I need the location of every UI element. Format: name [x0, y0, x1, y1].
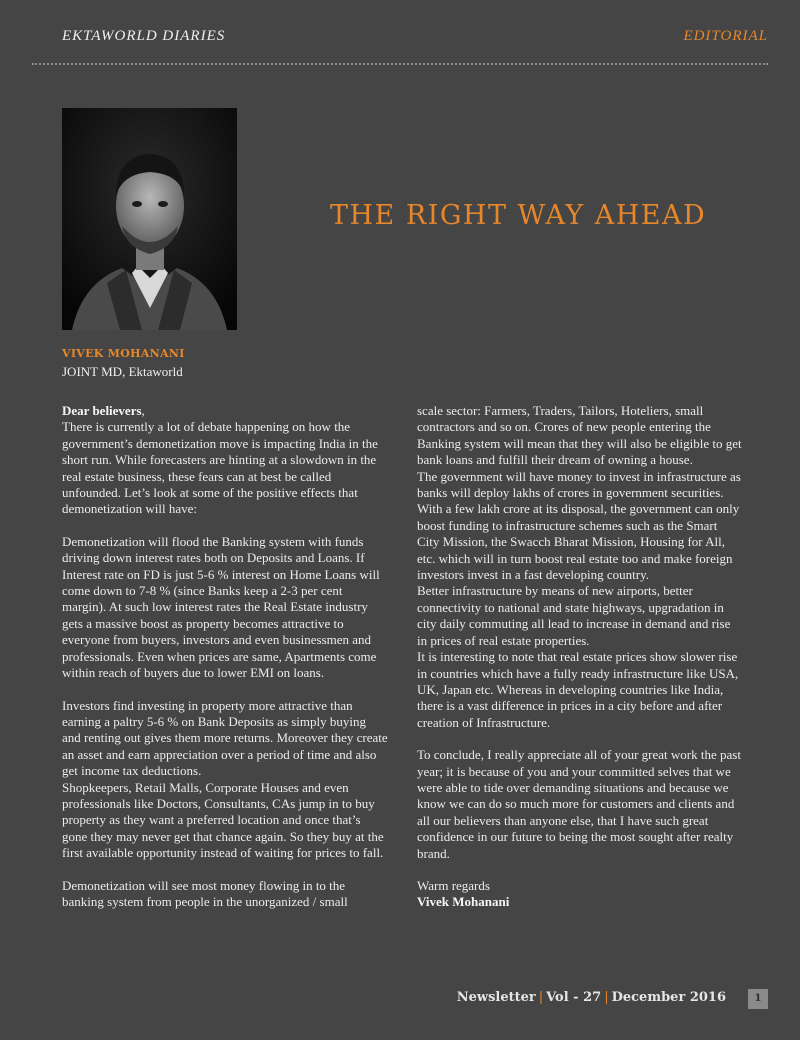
article-column-2 — [417, 403, 743, 911]
page-number: 1 — [748, 989, 768, 1009]
author-name: VIVEK MOHANANI — [62, 347, 185, 360]
publication-name: EKTAWORLD DIARIES — [62, 28, 226, 44]
article-column-1 — [62, 403, 388, 910]
author-portrait — [62, 108, 237, 330]
signature: Vivek Mohanani — [417, 894, 510, 910]
footer-date: December 2016 — [611, 990, 726, 1005]
footer-volume: Vol - 27 — [546, 990, 602, 1005]
paragraph: To conclude, I really appreciate all of your great work the past year; it is because of you and your committed selves that we were able to tide over demanding situations and because we know we can do so much more for customers and clients and all our believers than anyone else, that I have such great confidence in our future to being the most sought after realty brand. — [417, 747, 741, 861]
footer-newsletter: Newsletter — [456, 990, 536, 1005]
paragraph: It is interesting to note that real estate prices show slower rise in countries which have a fully ready infrastructure like USA, UK, Japan etc. Whereas in developing countries like India, there is a vast difference in prices in a city before and after creation of Infrastructure. — [417, 649, 739, 730]
footer-info: Newsletter | Vol - 27 | December 2016 — [456, 990, 726, 1005]
section-label: EDITORIAL — [683, 28, 768, 44]
paragraph: Demonetization will flood the Banking system with funds driving down interest rates both on Deposits and Loans. If Interest rate on FD is just 5-6 % interest on Home Loans will come down to 7-8 % (since Banks keep a 2-3 per cent margin). At such low interest rates the Real Estate industry gets a massive boost as property becomes attractive to everyone from buyers, investors and even businessmen and professionals. Even when prices are same, Apartments come within reach of buyers due to lower EMI on loans. — [62, 533, 380, 681]
salutation: Dear believers, — [62, 403, 145, 418]
paragraph: Demonetization will see most money flowing in to the banking system from people in the unorganized / small — [62, 877, 348, 909]
article-title: THE RIGHT WAY AHEAD — [330, 200, 707, 231]
paragraph: Better infrastructure by means of new airports, better connectivity to national and state highways, upgradation in city daily commuting all lead to increase in demand and rise in prices of real estate properties. — [417, 583, 731, 648]
author-role: JOINT MD, Ektaworld — [62, 364, 183, 379]
paragraph: The government will have money to invest in infrastructure as banks will deploy lakhs of crores in government securities. With a few lakh crore at its disposal, the government can only boost funding to infrastructure schemes such as the Smart City Mission, the Swacch Bharat Mission, Housing for All, etc. which will in turn boost real estate too and make foreign investors invest in a fast developing country. — [417, 468, 741, 583]
closing: Warm regards — [417, 877, 490, 893]
paragraph: There is currently a lot of debate happening on how the government’s demonetization move is impacting India in the short run. While forecasters are hinting at a slowdown in the real estate business, these fears can at best be called unfounded. Let’s look at some of the positive effects that demonetization will have: — [62, 419, 378, 517]
dotted-divider — [32, 63, 768, 65]
paragraph: scale sector: Farmers, Traders, Tailors, Hoteliers, small contractors and so on. Crores of new people entering the Banking system will mean that they will also be eligible to get bank loans and fulfill their dream of owning a house. — [417, 403, 742, 468]
paragraph: Shopkeepers, Retail Malls, Corporate Houses and even professionals like Doctors, Consultants, CAs jump in to buy property as they want a preferred location and once that’s gone they may never get that chance again. So they buy at the first available opportunity instead of waiting for prices to fall. — [62, 779, 384, 861]
paragraph: Investors find investing in property more attractive than earning a paltry 5-6 % on Bank Deposits as simply buying and renting out gives them more returns. Moreover they create an asset and earn appreciation over a period of time and also get income tax deductions. — [62, 697, 388, 779]
